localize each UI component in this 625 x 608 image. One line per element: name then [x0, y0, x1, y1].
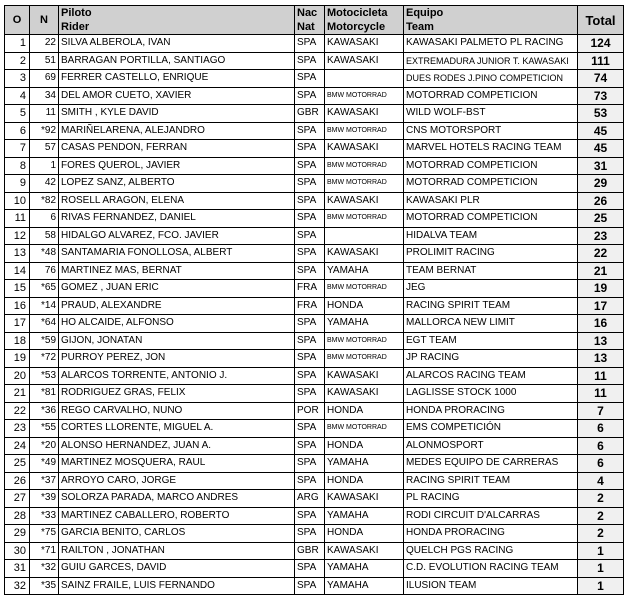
position-cell: 22: [5, 402, 30, 420]
rider-cell: MARIÑELARENA, ALEJANDRO: [59, 122, 295, 140]
table-row: [5, 402, 624, 420]
table-row: [5, 437, 624, 455]
team-cell: RACING SPIRIT TEAM: [404, 297, 578, 315]
nat-cell: GBR: [295, 105, 325, 123]
bike-cell: HONDA: [325, 472, 404, 490]
number-cell: *55: [30, 420, 59, 438]
number-cell: *65: [30, 280, 59, 298]
team-cell: MALLORCA NEW LIMIT: [404, 315, 578, 333]
nat-cell: SPA: [295, 350, 325, 368]
rider-cell: PURROY PEREZ, JON: [59, 350, 295, 368]
bike-cell: BMW MOTORRAD: [325, 332, 404, 350]
position-cell: 27: [5, 490, 30, 508]
position-cell: 32: [5, 577, 30, 595]
number-cell: 57: [30, 140, 59, 158]
nat-cell: SPA: [295, 175, 325, 193]
bike-cell: BMW MOTORRAD: [325, 280, 404, 298]
rider-cell: MARTINEZ CABALLERO, ROBERTO: [59, 507, 295, 525]
number-cell: *39: [30, 490, 59, 508]
position-cell: 1: [5, 35, 30, 53]
rider-cell: SANTAMARIA FONOLLOSA, ALBERT: [59, 245, 295, 263]
table-row: [5, 315, 624, 333]
header-nat-en: Nat: [295, 20, 325, 35]
team-cell: HIDALVA TEAM: [404, 227, 578, 245]
total-cell: 25: [578, 210, 624, 228]
team-cell: JP RACING: [404, 350, 578, 368]
team-cell: MOTORRAD COMPETICION: [404, 157, 578, 175]
nat-cell: SPA: [295, 122, 325, 140]
table-row: [5, 122, 624, 140]
team-cell: MOTORRAD COMPETICION: [404, 87, 578, 105]
header-team-es: Equipo: [404, 6, 578, 21]
rider-cell: REGO CARVALHO, NUNO: [59, 402, 295, 420]
number-cell: *53: [30, 367, 59, 385]
total-cell: 1: [578, 560, 624, 578]
nat-cell: SPA: [295, 385, 325, 403]
rider-cell: GARCIA BENITO, CARLOS: [59, 525, 295, 543]
bike-cell: YAMAHA: [325, 560, 404, 578]
rider-cell: ALARCOS TORRENTE, ANTONIO J.: [59, 367, 295, 385]
nat-cell: SPA: [295, 35, 325, 53]
total-cell: 2: [578, 490, 624, 508]
position-cell: 21: [5, 385, 30, 403]
team-cell: HONDA PRORACING: [404, 402, 578, 420]
nat-cell: SPA: [295, 140, 325, 158]
nat-cell: FRA: [295, 280, 325, 298]
nat-cell: SPA: [295, 332, 325, 350]
position-cell: 19: [5, 350, 30, 368]
nat-cell: SPA: [295, 210, 325, 228]
rider-cell: RAILTON , JONATHAN: [59, 542, 295, 560]
nat-cell: SPA: [295, 525, 325, 543]
nat-cell: ARG: [295, 490, 325, 508]
number-cell: 34: [30, 87, 59, 105]
total-cell: 4: [578, 472, 624, 490]
header-total: Total: [578, 6, 624, 35]
team-cell: PL RACING: [404, 490, 578, 508]
team-cell: MOTORRAD COMPETICION: [404, 210, 578, 228]
number-cell: *32: [30, 560, 59, 578]
table-row: [5, 525, 624, 543]
total-cell: 53: [578, 105, 624, 123]
position-cell: 10: [5, 192, 30, 210]
number-cell: *82: [30, 192, 59, 210]
team-cell: C.D. EVOLUTION RACING TEAM: [404, 560, 578, 578]
nat-cell: SPA: [295, 227, 325, 245]
table-row: [5, 245, 624, 263]
table-row: [5, 262, 624, 280]
position-cell: 12: [5, 227, 30, 245]
bike-cell: BMW MOTORRAD: [325, 87, 404, 105]
number-cell: 22: [30, 35, 59, 53]
bike-cell: KAWASAKI: [325, 52, 404, 70]
team-cell: ALARCOS RACING TEAM: [404, 367, 578, 385]
position-cell: 7: [5, 140, 30, 158]
position-cell: 4: [5, 87, 30, 105]
table-row: [5, 455, 624, 473]
number-cell: 1: [30, 157, 59, 175]
nat-cell: SPA: [295, 507, 325, 525]
position-cell: 11: [5, 210, 30, 228]
rider-cell: LOPEZ SANZ, ALBERTO: [59, 175, 295, 193]
total-cell: 6: [578, 455, 624, 473]
nat-cell: POR: [295, 402, 325, 420]
position-cell: 25: [5, 455, 30, 473]
number-cell: *35: [30, 577, 59, 595]
header-bike-en: Motorcycle: [325, 20, 404, 35]
rider-cell: GOMEZ , JUAN ERIC: [59, 280, 295, 298]
table-row: [5, 210, 624, 228]
bike-cell: [325, 227, 404, 245]
total-cell: 1: [578, 542, 624, 560]
position-cell: 16: [5, 297, 30, 315]
bike-cell: HONDA: [325, 525, 404, 543]
total-cell: 16: [578, 315, 624, 333]
table-row: [5, 175, 624, 193]
rider-cell: MARTINEZ MOSQUERA, RAUL: [59, 455, 295, 473]
total-cell: 11: [578, 367, 624, 385]
rider-cell: ALONSO HERNANDEZ, JUAN A.: [59, 437, 295, 455]
rider-cell: HO ALCAIDE, ALFONSO: [59, 315, 295, 333]
header-position: O: [5, 6, 30, 35]
bike-cell: KAWASAKI: [325, 105, 404, 123]
total-cell: 6: [578, 420, 624, 438]
nat-cell: SPA: [295, 52, 325, 70]
total-cell: 11: [578, 385, 624, 403]
position-cell: 13: [5, 245, 30, 263]
nat-cell: SPA: [295, 455, 325, 473]
rider-cell: SILVA ALBEROLA, IVAN: [59, 35, 295, 53]
total-cell: 6: [578, 437, 624, 455]
team-cell: ILUSION TEAM: [404, 577, 578, 595]
total-cell: 2: [578, 525, 624, 543]
team-cell: JEG: [404, 280, 578, 298]
bike-cell: BMW MOTORRAD: [325, 210, 404, 228]
bike-cell: KAWASAKI: [325, 35, 404, 53]
number-cell: *20: [30, 437, 59, 455]
team-cell: EXTREMADURA JUNIOR T. KAWASAKI: [404, 52, 578, 70]
team-cell: QUELCH PGS RACING: [404, 542, 578, 560]
team-cell: RACING SPIRIT TEAM: [404, 472, 578, 490]
table-row: [5, 507, 624, 525]
rider-cell: SOLORZA PARADA, MARCO ANDRES: [59, 490, 295, 508]
header-number: N: [30, 6, 59, 35]
position-cell: 5: [5, 105, 30, 123]
rider-cell: RODRIGUEZ GRAS, FELIX: [59, 385, 295, 403]
bike-cell: YAMAHA: [325, 507, 404, 525]
table-row: [5, 297, 624, 315]
number-cell: *14: [30, 297, 59, 315]
team-cell: DUES RODES J.PINO COMPETICION: [404, 70, 578, 88]
table-row: [5, 577, 624, 595]
position-cell: 8: [5, 157, 30, 175]
rider-cell: GIJON, JONATAN: [59, 332, 295, 350]
position-cell: 2: [5, 52, 30, 70]
position-cell: 24: [5, 437, 30, 455]
number-cell: *37: [30, 472, 59, 490]
number-cell: *71: [30, 542, 59, 560]
team-cell: PROLIMIT RACING: [404, 245, 578, 263]
position-cell: 26: [5, 472, 30, 490]
number-cell: 11: [30, 105, 59, 123]
rider-cell: MARTINEZ MAS, BERNAT: [59, 262, 295, 280]
bike-cell: HONDA: [325, 437, 404, 455]
bike-cell: BMW MOTORRAD: [325, 122, 404, 140]
number-cell: 6: [30, 210, 59, 228]
nat-cell: SPA: [295, 577, 325, 595]
nat-cell: SPA: [295, 87, 325, 105]
total-cell: 74: [578, 70, 624, 88]
total-cell: 13: [578, 332, 624, 350]
number-cell: *81: [30, 385, 59, 403]
position-cell: 6: [5, 122, 30, 140]
position-cell: 31: [5, 560, 30, 578]
number-cell: 76: [30, 262, 59, 280]
position-cell: 20: [5, 367, 30, 385]
bike-cell: YAMAHA: [325, 262, 404, 280]
nat-cell: SPA: [295, 560, 325, 578]
nat-cell: SPA: [295, 472, 325, 490]
rider-cell: FORES QUEROL, JAVIER: [59, 157, 295, 175]
total-cell: 45: [578, 140, 624, 158]
nat-cell: SPA: [295, 157, 325, 175]
position-cell: 18: [5, 332, 30, 350]
team-cell: MOTORRAD COMPETICION: [404, 175, 578, 193]
header-rider-es: Piloto: [59, 6, 295, 21]
rider-cell: SAINZ FRAILE, LUIS FERNANDO: [59, 577, 295, 595]
table-row: [5, 52, 624, 70]
header-bike-es: Motocicleta: [325, 6, 404, 21]
table-row: [5, 70, 624, 88]
table-row: [5, 490, 624, 508]
bike-cell: KAWASAKI: [325, 192, 404, 210]
table-row: [5, 385, 624, 403]
total-cell: 29: [578, 175, 624, 193]
bike-cell: KAWASAKI: [325, 367, 404, 385]
team-cell: TEAM BERNAT: [404, 262, 578, 280]
total-cell: 124: [578, 35, 624, 53]
position-cell: 3: [5, 70, 30, 88]
nat-cell: SPA: [295, 245, 325, 263]
bike-cell: BMW MOTORRAD: [325, 157, 404, 175]
bike-cell: KAWASAKI: [325, 490, 404, 508]
rider-cell: BARRAGAN PORTILLA, SANTIAGO: [59, 52, 295, 70]
team-cell: MEDES EQUIPO DE CARRERAS: [404, 455, 578, 473]
position-cell: 29: [5, 525, 30, 543]
total-cell: 19: [578, 280, 624, 298]
rider-cell: CORTES LLORENTE, MIGUEL A.: [59, 420, 295, 438]
bike-cell: BMW MOTORRAD: [325, 175, 404, 193]
table-row: [5, 420, 624, 438]
standings-table: [4, 5, 624, 595]
bike-cell: BMW MOTORRAD: [325, 420, 404, 438]
bike-cell: BMW MOTORRAD: [325, 350, 404, 368]
team-cell: WILD WOLF-BST: [404, 105, 578, 123]
rider-cell: ROSELL ARAGON, ELENA: [59, 192, 295, 210]
position-cell: 14: [5, 262, 30, 280]
number-cell: *64: [30, 315, 59, 333]
table-row: [5, 227, 624, 245]
total-cell: 111: [578, 52, 624, 70]
nat-cell: SPA: [295, 315, 325, 333]
rider-cell: CASAS PENDON, FERRAN: [59, 140, 295, 158]
nat-cell: FRA: [295, 297, 325, 315]
rider-cell: HIDALGO ALVAREZ, FCO. JAVIER: [59, 227, 295, 245]
table-row: [5, 105, 624, 123]
total-cell: 2: [578, 507, 624, 525]
position-cell: 17: [5, 315, 30, 333]
number-cell: *49: [30, 455, 59, 473]
table-row: [5, 332, 624, 350]
total-cell: 26: [578, 192, 624, 210]
total-cell: 13: [578, 350, 624, 368]
bike-cell: YAMAHA: [325, 455, 404, 473]
position-cell: 23: [5, 420, 30, 438]
total-cell: 31: [578, 157, 624, 175]
number-cell: 51: [30, 52, 59, 70]
nat-cell: SPA: [295, 437, 325, 455]
table-row: [5, 157, 624, 175]
table-row: [5, 560, 624, 578]
position-cell: 28: [5, 507, 30, 525]
bike-cell: KAWASAKI: [325, 245, 404, 263]
table-row: [5, 192, 624, 210]
rider-cell: ARROYO CARO, JORGE: [59, 472, 295, 490]
number-cell: 42: [30, 175, 59, 193]
nat-cell: GBR: [295, 542, 325, 560]
number-cell: *48: [30, 245, 59, 263]
rider-cell: SMITH , KYLE DAVID: [59, 105, 295, 123]
bike-cell: KAWASAKI: [325, 140, 404, 158]
rider-cell: FERRER CASTELLO, ENRIQUE: [59, 70, 295, 88]
table-row: [5, 35, 624, 53]
number-cell: *92: [30, 122, 59, 140]
position-cell: 9: [5, 175, 30, 193]
table-row: [5, 87, 624, 105]
team-cell: KAWASAKI PLR: [404, 192, 578, 210]
number-cell: 58: [30, 227, 59, 245]
team-cell: KAWASAKI PALMETO PL RACING: [404, 35, 578, 53]
bike-cell: HONDA: [325, 402, 404, 420]
number-cell: *33: [30, 507, 59, 525]
nat-cell: SPA: [295, 420, 325, 438]
table-row: [5, 140, 624, 158]
bike-cell: HONDA: [325, 297, 404, 315]
number-cell: *59: [30, 332, 59, 350]
team-cell: EMS COMPETICIÓN: [404, 420, 578, 438]
table-row: [5, 350, 624, 368]
total-cell: 22: [578, 245, 624, 263]
total-cell: 45: [578, 122, 624, 140]
rider-cell: RIVAS FERNANDEZ, DANIEL: [59, 210, 295, 228]
total-cell: 1: [578, 577, 624, 595]
table-row: [5, 472, 624, 490]
total-cell: 17: [578, 297, 624, 315]
bike-cell: KAWASAKI: [325, 542, 404, 560]
total-cell: 23: [578, 227, 624, 245]
team-cell: CNS MOTORSPORT: [404, 122, 578, 140]
nat-cell: SPA: [295, 70, 325, 88]
nat-cell: SPA: [295, 192, 325, 210]
team-cell: MARVEL HOTELS RACING TEAM: [404, 140, 578, 158]
total-cell: 21: [578, 262, 624, 280]
total-cell: 73: [578, 87, 624, 105]
table-row: [5, 542, 624, 560]
number-cell: *75: [30, 525, 59, 543]
header-rider-en: Rider: [59, 20, 295, 35]
position-cell: 30: [5, 542, 30, 560]
rider-cell: PRAUD, ALEXANDRE: [59, 297, 295, 315]
bike-cell: YAMAHA: [325, 315, 404, 333]
team-cell: HONDA PRORACING: [404, 525, 578, 543]
table-row: [5, 280, 624, 298]
rider-cell: DEL AMOR CUETO, XAVIER: [59, 87, 295, 105]
team-cell: EGT TEAM: [404, 332, 578, 350]
bike-cell: YAMAHA: [325, 577, 404, 595]
team-cell: RODI CIRCUIT D'ALCARRAS: [404, 507, 578, 525]
team-cell: ALONMOSPORT: [404, 437, 578, 455]
nat-cell: SPA: [295, 367, 325, 385]
header-nat-es: Nac: [295, 6, 325, 21]
table-row: [5, 367, 624, 385]
number-cell: 69: [30, 70, 59, 88]
bike-cell: [325, 70, 404, 88]
position-cell: 15: [5, 280, 30, 298]
team-cell: LAGLISSE STOCK 1000: [404, 385, 578, 403]
nat-cell: SPA: [295, 262, 325, 280]
number-cell: *72: [30, 350, 59, 368]
number-cell: *36: [30, 402, 59, 420]
bike-cell: KAWASAKI: [325, 385, 404, 403]
header-team-en: Team: [404, 20, 578, 35]
total-cell: 7: [578, 402, 624, 420]
rider-cell: GUIU GARCES, DAVID: [59, 560, 295, 578]
